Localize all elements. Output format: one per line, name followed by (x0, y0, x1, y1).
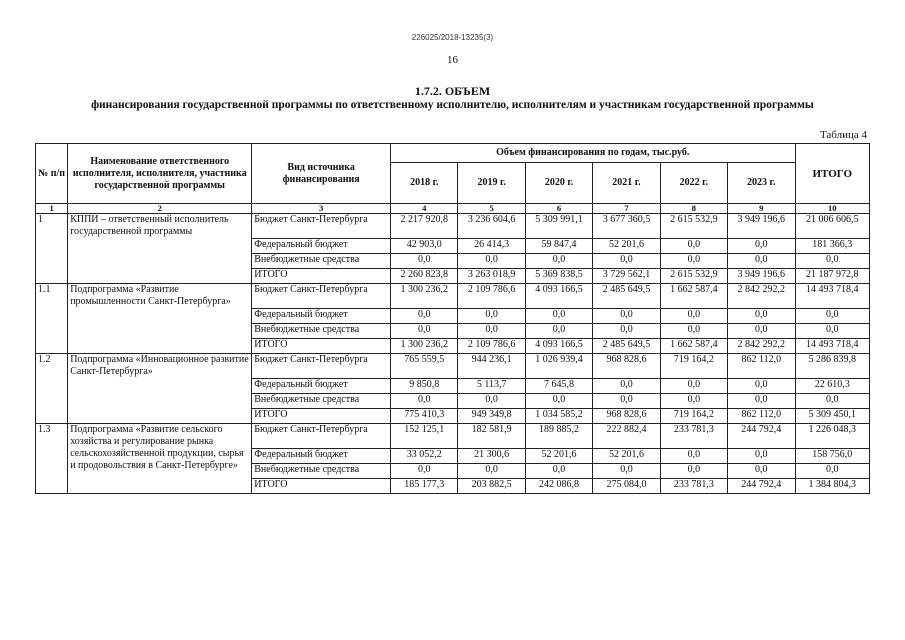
year-value: 189 885,2 (525, 424, 592, 449)
year-value: 0,0 (660, 394, 727, 409)
year-value: 719 164,2 (660, 354, 727, 379)
year-value: 944 236,1 (458, 354, 525, 379)
year-value: 2 260 823,8 (391, 269, 458, 284)
total-value: 158 756,0 (795, 449, 870, 464)
year-value: 1 662 587,4 (660, 339, 727, 354)
year-value: 968 828,6 (593, 354, 660, 379)
year-value: 0,0 (458, 394, 525, 409)
year-value: 0,0 (593, 309, 660, 324)
year-value: 1 300 236,2 (391, 339, 458, 354)
year-value: 0,0 (728, 394, 795, 409)
total-value: 1 384 804,3 (795, 479, 870, 494)
column-index: 8 (660, 204, 727, 214)
header-year: 2023 г. (728, 163, 795, 204)
column-index: 5 (458, 204, 525, 214)
year-value: 2 842 292,2 (728, 339, 795, 354)
table-row (36, 284, 870, 309)
year-value: 0,0 (458, 309, 525, 324)
year-value: 0,0 (728, 324, 795, 339)
year-value: 0,0 (728, 254, 795, 269)
table-row (36, 424, 870, 449)
column-index-row (36, 204, 870, 214)
year-value: 3 263 018,9 (458, 269, 525, 284)
year-value: 0,0 (458, 254, 525, 269)
year-value: 52 201,6 (593, 449, 660, 464)
year-value: 0,0 (458, 324, 525, 339)
year-value: 719 164,2 (660, 409, 727, 424)
header-total: ИТОГО (795, 144, 870, 204)
year-value: 2 615 532,9 (660, 269, 727, 284)
column-index: 10 (795, 204, 870, 214)
year-value: 5 369 838,5 (525, 269, 592, 284)
column-index: 7 (593, 204, 660, 214)
year-value: 0,0 (728, 379, 795, 394)
year-value: 3 729 562,1 (593, 269, 660, 284)
funding-source: ИТОГО (252, 339, 391, 354)
year-value: 33 052,2 (391, 449, 458, 464)
year-value: 0,0 (660, 239, 727, 254)
header-source: Вид источника финансирования (252, 144, 391, 204)
year-value: 152 125,1 (391, 424, 458, 449)
funding-source: ИТОГО (252, 409, 391, 424)
year-value: 2 109 786,6 (458, 284, 525, 309)
section-title: 1.7.2. ОБЪЕМ (414, 84, 491, 98)
year-value: 0,0 (660, 379, 727, 394)
year-value: 3 236 604,6 (458, 214, 525, 239)
year-value: 233 781,3 (660, 424, 727, 449)
year-value: 2 485 649,5 (593, 284, 660, 309)
year-value: 222 882,4 (593, 424, 660, 449)
year-value: 2 842 292,2 (728, 284, 795, 309)
year-value: 244 792,4 (728, 479, 795, 494)
funding-source: ИТОГО (252, 479, 391, 494)
document-id: 226025/2018-13235(3) (411, 33, 494, 42)
year-value: 0,0 (391, 394, 458, 409)
funding-source: Бюджет Санкт-Петербурга (252, 424, 391, 449)
year-value: 203 882,5 (458, 479, 525, 494)
funding-source: ИТОГО (252, 269, 391, 284)
year-value: 0,0 (391, 254, 458, 269)
funding-source: Федеральный бюджет (252, 379, 391, 394)
header-name: Наименование ответственного исполнителя, исполнителя, участника государственной программы (68, 144, 252, 204)
year-value: 233 781,3 (660, 479, 727, 494)
year-value: 5 113,7 (458, 379, 525, 394)
column-index: 6 (525, 204, 592, 214)
header-year: 2021 г. (593, 163, 660, 204)
year-value: 0,0 (660, 254, 727, 269)
year-value: 0,0 (660, 449, 727, 464)
total-value: 0,0 (795, 309, 870, 324)
total-value: 21 006 606,5 (795, 214, 870, 239)
year-value: 7 645,8 (525, 379, 592, 394)
year-value: 0,0 (593, 254, 660, 269)
year-value: 2 109 786,6 (458, 339, 525, 354)
year-value: 5 309 991,1 (525, 214, 592, 239)
funding-source: Федеральный бюджет (252, 239, 391, 254)
year-value: 0,0 (391, 309, 458, 324)
total-value: 0,0 (795, 254, 870, 269)
year-value: 2 217 920,8 (391, 214, 458, 239)
row-number: 1.1 (36, 284, 68, 354)
page-number: 16 (447, 54, 458, 66)
funding-source: Внебюджетные средства (252, 324, 391, 339)
header-year: 2022 г. (660, 163, 727, 204)
table-label: Таблица 4 (819, 129, 867, 141)
year-value: 244 792,4 (728, 424, 795, 449)
header-year: 2018 г. (391, 163, 458, 204)
year-value: 949 349,8 (458, 409, 525, 424)
table-row (36, 214, 870, 239)
total-value: 14 493 718,4 (795, 339, 870, 354)
year-value: 42 903,0 (391, 239, 458, 254)
year-value: 1 300 236,2 (391, 284, 458, 309)
year-value: 9 850,8 (391, 379, 458, 394)
year-value: 52 201,6 (593, 239, 660, 254)
column-index: 9 (728, 204, 795, 214)
year-value: 0,0 (660, 309, 727, 324)
total-value: 5 309 450,1 (795, 409, 870, 424)
year-value: 0,0 (458, 464, 525, 479)
column-index: 3 (252, 204, 391, 214)
program-name: Подпрограмма «Развитие сельского хозяйства и регулирование рынка сельскохозяйственной продукции, сырья и продовольствия в Санкт-Петербурге» (68, 424, 252, 494)
year-value: 0,0 (728, 309, 795, 324)
program-name: Подпрограмма «Развитие промышленности Санкт-Петербурга» (68, 284, 252, 354)
year-value: 862 112,0 (728, 354, 795, 379)
year-value: 0,0 (593, 464, 660, 479)
row-number: 1.2 (36, 354, 68, 424)
year-value: 3 949 196,6 (728, 269, 795, 284)
year-value: 0,0 (660, 464, 727, 479)
year-value: 26 414,3 (458, 239, 525, 254)
year-value: 0,0 (525, 394, 592, 409)
column-index: 4 (391, 204, 458, 214)
funding-source: Внебюджетные средства (252, 254, 391, 269)
year-value: 4 093 166,5 (525, 339, 592, 354)
year-value: 0,0 (391, 464, 458, 479)
year-value: 2 615 532,9 (660, 214, 727, 239)
column-index: 2 (68, 204, 252, 214)
program-name: КППИ – ответственный исполнитель государственной программы (68, 214, 252, 284)
header-no: № п/п (36, 144, 68, 204)
funding-source: Внебюджетные средства (252, 394, 391, 409)
row-number: 1.3 (36, 424, 68, 494)
year-value: 0,0 (525, 464, 592, 479)
funding-source: Бюджет Санкт-Петербурга (252, 284, 391, 309)
year-value: 968 828,6 (593, 409, 660, 424)
year-value: 3 677 360,5 (593, 214, 660, 239)
year-value: 0,0 (525, 254, 592, 269)
row-number: 1 (36, 214, 68, 284)
year-value: 0,0 (728, 239, 795, 254)
year-value: 0,0 (593, 379, 660, 394)
year-value: 3 949 196,6 (728, 214, 795, 239)
total-value: 0,0 (795, 394, 870, 409)
header-year: 2019 г. (458, 163, 525, 204)
year-value: 862 112,0 (728, 409, 795, 424)
total-value: 22 610,3 (795, 379, 870, 394)
year-value: 59 847,4 (525, 239, 592, 254)
funding-source: Бюджет Санкт-Петербурга (252, 214, 391, 239)
table-row (36, 354, 870, 379)
table-body (36, 214, 870, 494)
funding-source: Федеральный бюджет (252, 309, 391, 324)
year-value: 4 093 166,5 (525, 284, 592, 309)
header-years-group: Объем финансирования по годам, тыс.руб. (391, 144, 795, 163)
year-value: 0,0 (593, 324, 660, 339)
year-value: 0,0 (728, 464, 795, 479)
total-value: 14 493 718,4 (795, 284, 870, 309)
year-value: 242 086,8 (525, 479, 592, 494)
header-year: 2020 г. (525, 163, 592, 204)
year-value: 52 201,6 (525, 449, 592, 464)
year-value: 0,0 (593, 394, 660, 409)
header-row-top (36, 144, 870, 163)
year-value: 1 034 585,2 (525, 409, 592, 424)
year-value: 765 559,5 (391, 354, 458, 379)
funding-source: Бюджет Санкт-Петербурга (252, 354, 391, 379)
year-value: 1 662 587,4 (660, 284, 727, 309)
year-value: 0,0 (525, 324, 592, 339)
year-value: 775 410,3 (391, 409, 458, 424)
total-value: 0,0 (795, 464, 870, 479)
program-name: Подпрограмма «Инновационное развитие Санкт-Петербурга» (68, 354, 252, 424)
year-value: 0,0 (391, 324, 458, 339)
year-value: 0,0 (728, 449, 795, 464)
column-index: 1 (36, 204, 68, 214)
funding-source: Внебюджетные средства (252, 464, 391, 479)
funding-source: Федеральный бюджет (252, 449, 391, 464)
total-value: 1 226 048,3 (795, 424, 870, 449)
year-value: 185 177,3 (391, 479, 458, 494)
total-value: 181 366,3 (795, 239, 870, 254)
total-value: 0,0 (795, 324, 870, 339)
table-subtitle: финансирования государственной программы по ответственному исполнителю, исполнителям и участникам государственной программы (91, 99, 814, 111)
year-value: 275 084,0 (593, 479, 660, 494)
year-value: 21 300,6 (458, 449, 525, 464)
year-value: 0,0 (660, 324, 727, 339)
total-value: 5 286 839,8 (795, 354, 870, 379)
total-value: 21 187 972,8 (795, 269, 870, 284)
year-value: 182 581,9 (458, 424, 525, 449)
year-value: 1 026 939,4 (525, 354, 592, 379)
funding-table (35, 143, 870, 494)
year-value: 2 485 649,5 (593, 339, 660, 354)
year-value: 0,0 (525, 309, 592, 324)
